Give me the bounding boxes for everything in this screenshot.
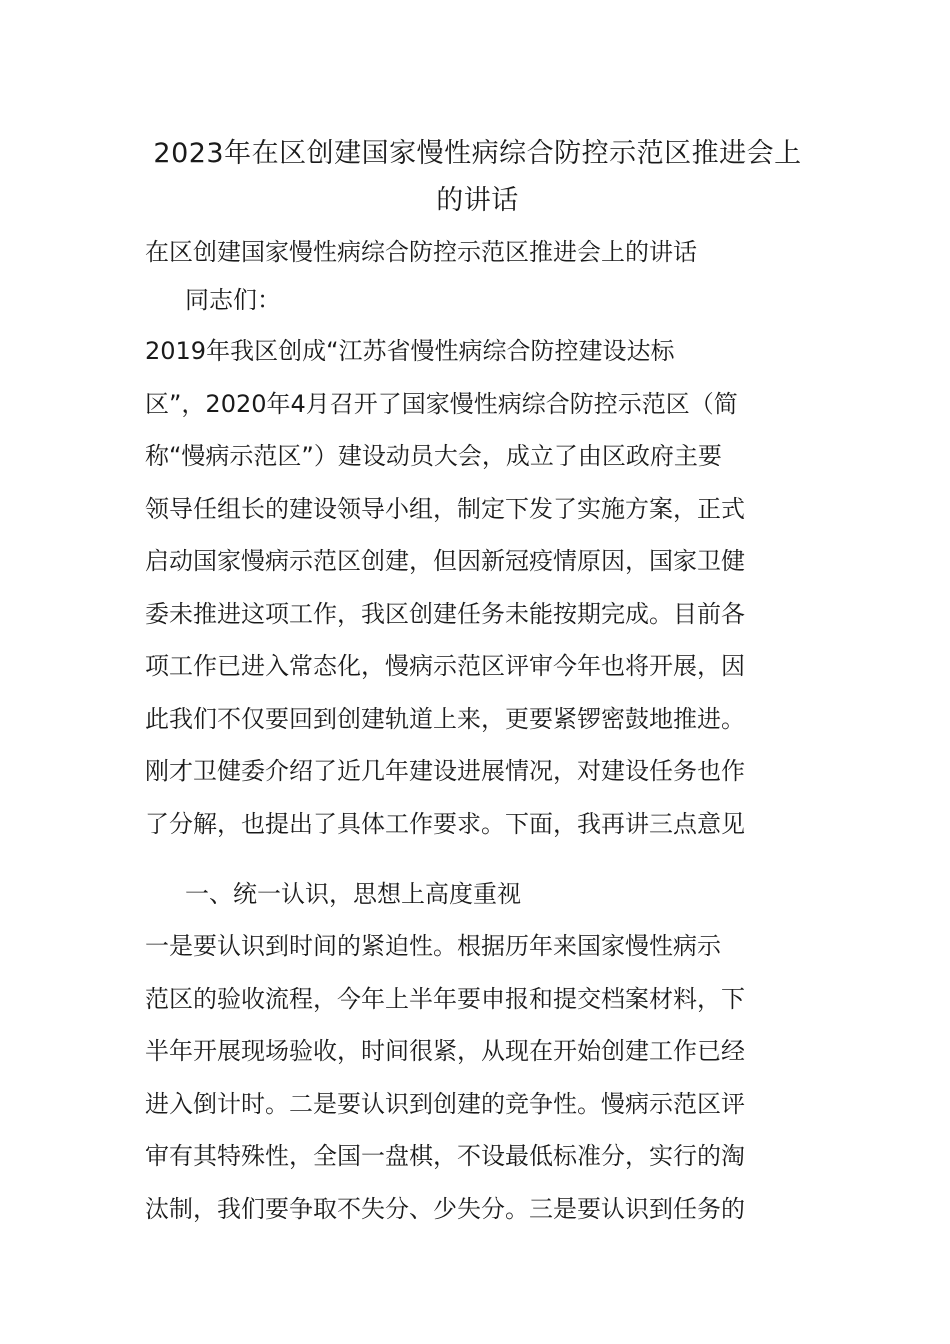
section-heading-1: 一、统一认识，思想上高度重视 <box>185 880 521 908</box>
paragraph-intro <box>145 325 810 850</box>
paragraph-line: 审有其特殊性，全国一盘棋，不设最低标准分，实行的淘 <box>145 1142 745 1170</box>
paragraph-line: 领导任组长的建设领导小组，制定下发了实施方案，正式 <box>145 494 745 523</box>
paragraph-line: 启动国家慢病示范区创建，但因新冠疫情原因，国家卫健 <box>145 547 745 575</box>
paragraph-line: 半年开展现场验收，时间很紧，从现在开始创建工作已经 <box>145 1037 745 1065</box>
paragraph-line: 进入倒计时。二是要认识到创建的竞争性。慢病示范区评 <box>145 1089 745 1118</box>
paragraph-line: 范区的验收流程，今年上半年要申报和提交档案材料，下 <box>145 984 745 1013</box>
paragraph-section-1 <box>145 920 810 1235</box>
paragraph-line: 称“慢病示范区”）建设动员大会，成立了由区政府主要 <box>145 442 722 470</box>
paragraph-line: 一是要认识到时间的紧迫性。根据历年来国家慢性病示 <box>145 932 721 960</box>
document-title: 2023年在区创建国家慢性病综合防控示范区推进会上的讲话 <box>153 138 802 216</box>
paragraph-line: 汰制，我们要争取不失分、少失分。三是要认识到任务的 <box>145 1194 745 1223</box>
paragraph-line: 刚才卫健委介绍了近几年建设进展情况，对建设任务也作 <box>145 757 745 785</box>
paragraph-line: 此我们不仅要回到创建轨道上来，更要紧锣密鼓地推进。 <box>145 704 745 733</box>
paragraph-line: 了分解，也提出了具体工作要求。下面，我再讲三点意见 <box>145 809 745 838</box>
paragraph-line: 委未推进这项工作，我区创建任务未能按期完成。目前各 <box>145 599 745 628</box>
paragraph-line: 区”，2020年4月召开了国家慢性病综合防控示范区（简 <box>145 389 738 418</box>
paragraph-line: 2019年我区创成“江苏省慢性病综合防控建设达标 <box>145 337 675 365</box>
salutation: 同志们： <box>185 286 281 314</box>
paragraph-line: 项工作已进入常态化，慢病示范区评审今年也将开展，因 <box>145 652 745 680</box>
document-subtitle: 在区创建国家慢性病综合防控示范区推进会上的讲话 <box>145 238 697 266</box>
